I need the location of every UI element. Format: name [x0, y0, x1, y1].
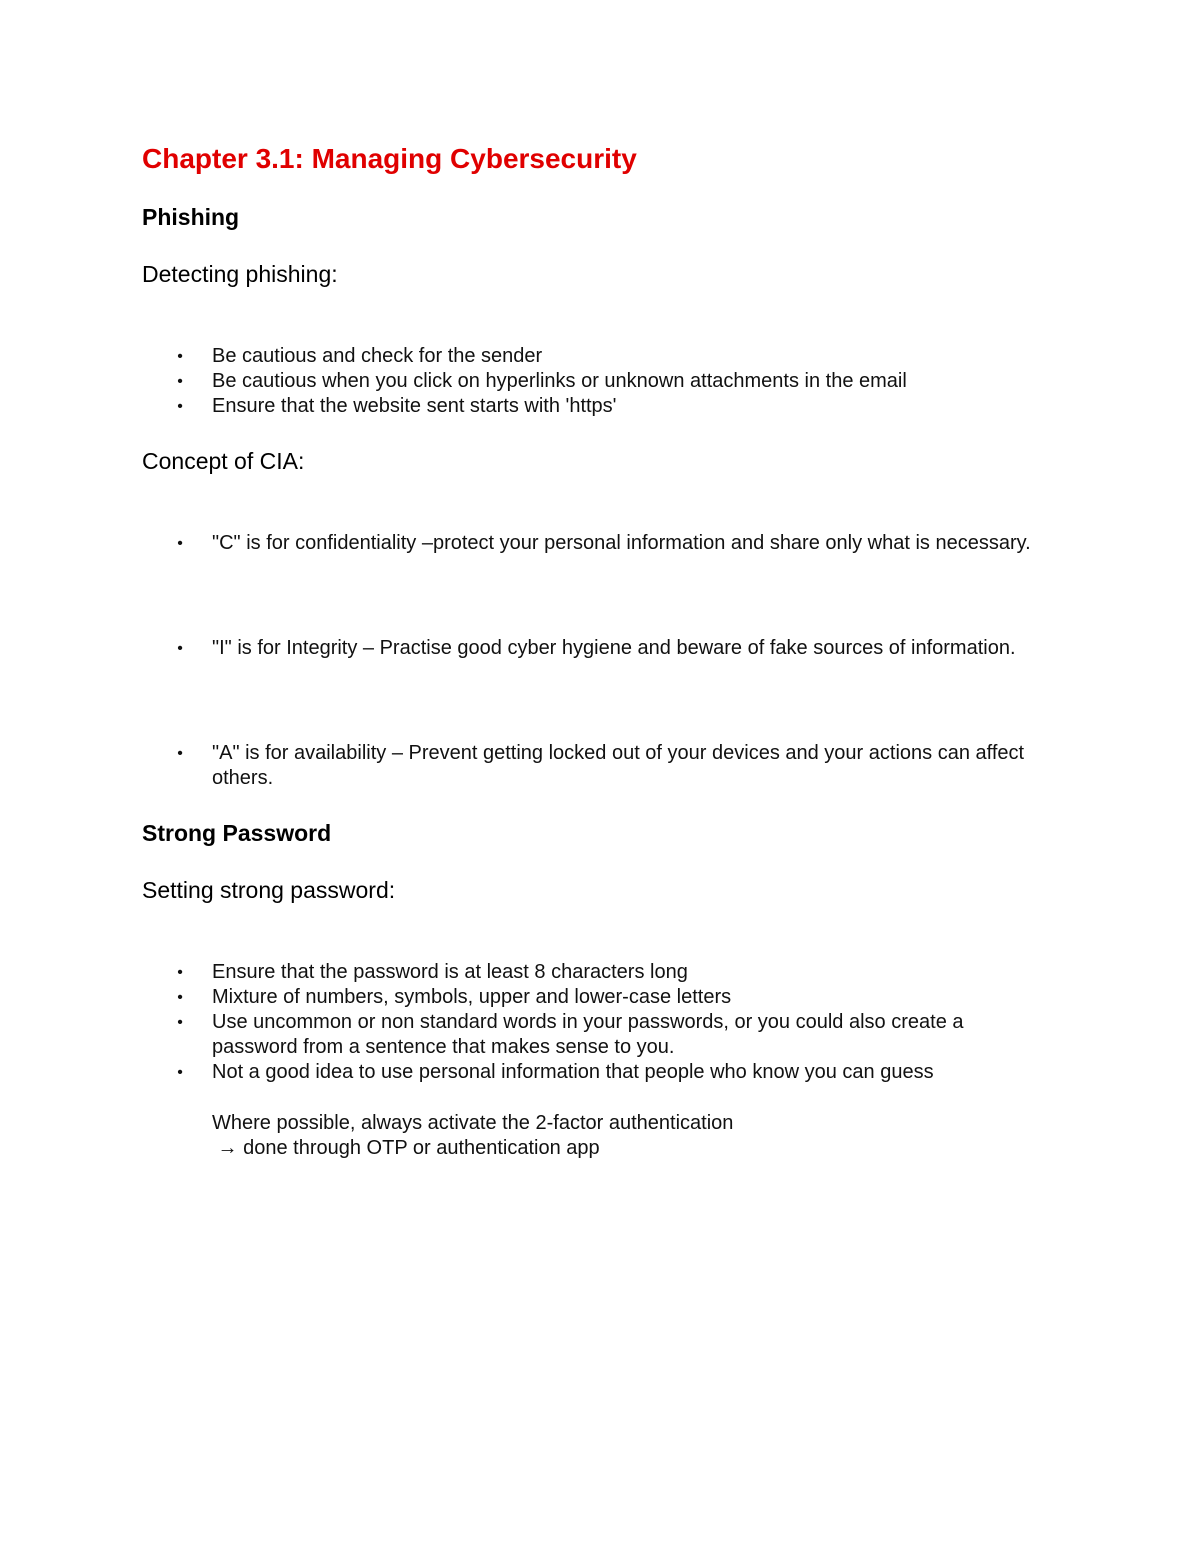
list-item: [142, 636, 1042, 661]
list-item-text: "I" is for Integrity – Practise good cyber hygiene and beware of fake sources of information.: [212, 637, 1016, 659]
list-item-text: Mixture of numbers, symbols, upper and lower-case letters: [212, 986, 732, 1008]
bullet-icon: •: [177, 964, 183, 981]
list-item: [142, 394, 1042, 419]
list-item: [142, 960, 1042, 985]
bullet-icon: •: [177, 373, 183, 390]
two-factor-note-detail: → done through OTP or authentication app: [212, 1137, 600, 1159]
cia-heading: Concept of CIA:: [142, 448, 305, 474]
two-factor-note: Where possible, always activate the 2-factor authentication: [212, 1112, 734, 1134]
list-item-text: Be cautious and check for the sender: [212, 345, 543, 367]
list-item: [142, 531, 1042, 556]
cia-list: [142, 636, 1042, 661]
list-item-text: Be cautious when you click on hyperlinks or unknown attachments in the email: [212, 370, 907, 392]
document-title: Chapter 3.1: Managing Cybersecurity: [142, 143, 637, 174]
list-item: [142, 1060, 1042, 1085]
list-item-text: Ensure that the website sent starts with 'https': [212, 395, 617, 417]
setting-password-subheading: Setting strong password:: [142, 877, 396, 903]
cia-list: [142, 741, 1042, 791]
list-item-text: Not a good idea to use personal information that people who know you can guess: [212, 1061, 934, 1083]
list-item-text: "A" is for availability – Prevent getting locked out of your devices and your actions can affect others.: [212, 742, 1025, 789]
strong-password-heading: Strong Password: [142, 820, 332, 846]
list-item: [142, 344, 1042, 369]
bullet-icon: •: [177, 745, 183, 762]
bullet-icon: •: [177, 348, 183, 365]
bullet-icon: •: [177, 640, 183, 657]
cia-list: [142, 531, 1042, 556]
bullet-icon: •: [177, 1064, 183, 1081]
list-item-text: Use uncommon or non standard words in your passwords, or you could also create a password from a sentence that makes sense to you.: [212, 1011, 964, 1058]
bullet-icon: •: [177, 535, 183, 552]
bullet-icon: •: [177, 989, 183, 1006]
password-list: [142, 960, 1042, 1085]
list-item-text: Ensure that the password is at least 8 characters long: [212, 961, 688, 983]
bullet-icon: •: [177, 398, 183, 415]
list-item-text: "C" is for confidentiality –protect your personal information and share only what is necessary.: [212, 532, 1031, 554]
list-item: [142, 741, 1042, 791]
bullet-icon: •: [177, 1014, 183, 1031]
list-item: [142, 1010, 1042, 1060]
phishing-list: [142, 344, 1042, 419]
detecting-phishing-subheading: Detecting phishing:: [142, 261, 338, 287]
phishing-heading: Phishing: [142, 204, 240, 230]
list-item: [142, 369, 1042, 394]
list-item: [142, 985, 1042, 1010]
